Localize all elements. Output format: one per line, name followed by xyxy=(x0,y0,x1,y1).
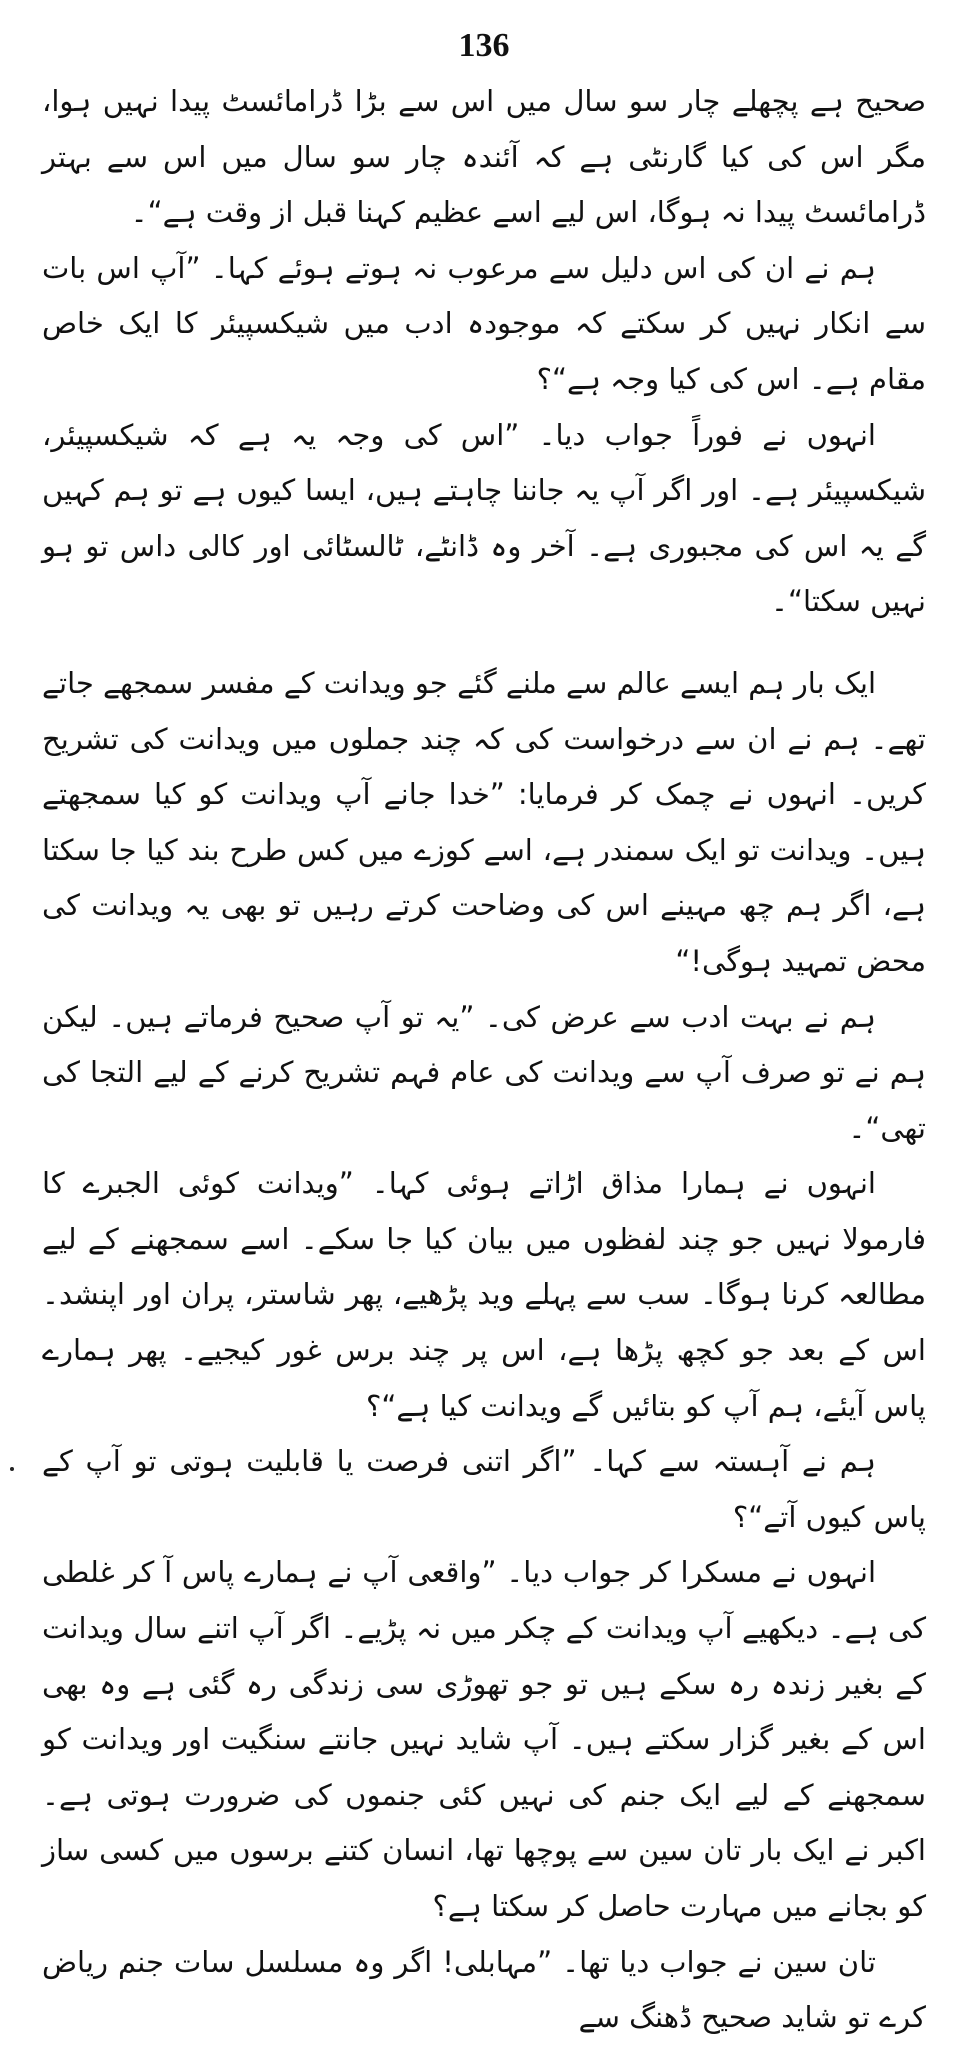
paragraph: ہم نے بہت ادب سے عرض کی۔ ”یہ تو آپ صحیح فرماتے ہیں۔ لیکن ہم نے تو صرف آپ سے ویدانت کی عام فہم تشریح کرنے کے لیے التجا کی تھی“۔ xyxy=(42,999,926,1145)
paragraph: ہم نے آہستہ سے کہا۔ ”اگر اتنی فرصت یا قابلیت ہوتی تو آپ کے پاس کیوں آتے“؟ xyxy=(42,1444,926,1534)
scan-speck xyxy=(10,1467,14,1471)
paragraph: ایک بار ہم ایسے عالم سے ملنے گئے جو ویدانت کے مفسر سمجھے جاتے تھے۔ ہم نے ان سے درخواست کی کہ چند جملوں میں ویدانت کی تشریح کریں۔ انہوں نے چمک کر فرمایا: ”خدا جانے آپ ویدانت کو کیا سمجھتے ہیں۔ ویدانت تو ایک سمندر ہے، اسے کوزے میں کس طرح بند کیا جا سکتا ہے، اگر ہم چھ مہینے اس کی وضاحت کرتے رہیں تو بھی یہ ویدانت کی محض تمہید ہوگی!“ xyxy=(42,665,926,978)
paragraph: ہم نے ان کی اس دلیل سے مرعوب نہ ہوتے ہوئے کہا۔ ”آپ اس بات سے انکار نہیں کر سکتے کہ موجودہ ادب میں شیکسپیئر کا ایک خاص مقام ہے۔ اس کی کیا وجہ ہے“؟ xyxy=(42,250,926,396)
page-number: 136 xyxy=(458,27,510,64)
text-body xyxy=(42,74,926,2046)
paragraph: تان سین نے جواب دیا تھا۔ ”مہابلی! اگر وہ مسلسل سات جنم ریاض کرے تو شاید صحیح ڈھنگ سے xyxy=(42,1944,926,2035)
paragraph: انہوں نے فوراً جواب دیا۔ ”اس کی وجہ یہ ہے کہ شیکسپیئر، شیکسپیئر ہے۔ اور اگر آپ یہ جاننا چاہتے ہیں، ایسا کیوں ہے تو ہم کہیں گے یہ اس کی مجبوری ہے۔ آخر وہ ڈانٹے، ٹالسٹائی اور کالی داس تو ہو نہیں سکتا“۔ xyxy=(42,417,926,619)
paragraph: انہوں نے مسکرا کر جواب دیا۔ ”واقعی آپ نے ہمارے پاس آ کر غلطی کی ہے۔ دیکھیے آپ ویدانت کے چکر میں نہ پڑیے۔ اگر آپ اتنے سال ویدانت کے بغیر زندہ رہ سکے ہیں تو جو تھوڑی سی زندگی رہ گئی ہے وہ بھی اس کے بغیر گزار سکتے ہیں۔ آپ شاید نہیں جانتے سنگیت اور ویدانت کو سمجھنے کے لیے ایک جنم کی نہیں کئی جنموں کی ضرورت ہوتی ہے۔ اکبر نے ایک بار تان سین سے پوچھا تھا، انسان کتنے برسوں میں کسی ساز کو بجانے میں مہارت حاصل کر سکتا ہے؟ xyxy=(42,1555,926,1923)
paragraph: انہوں نے ہمارا مذاق اڑاتے ہوئی کہا۔ ”ویدانت کوئی الجبرے کا فارمولا نہیں جو چند لفظوں میں بیان کیا جا سکے۔ اسے سمجھنے کے لیے مطالعہ کرنا ہوگا۔ سب سے پہلے وید پڑھیے، پھر شاستر، پران اور اپنشد۔ اس کے بعد جو کچھ پڑھا ہے، اس پر چند برس غور کیجیے۔ پھر ہمارے پاس آیئے، ہم آپ کو بتائیں گے ویدانت کیا ہے“؟ xyxy=(42,1166,926,1423)
paragraph: صحیح ہے پچھلے چار سو سال میں اس سے بڑا ڈرامائسٹ پیدا نہیں ہوا، مگر اس کی کیا گارنٹی ہے کہ آئندہ چار سو سال میں اس سے بہتر ڈرامائسٹ پیدا نہ ہوگا، اس لیے اسے عظیم کہنا قبل از وقت ہے“۔ xyxy=(42,84,926,230)
